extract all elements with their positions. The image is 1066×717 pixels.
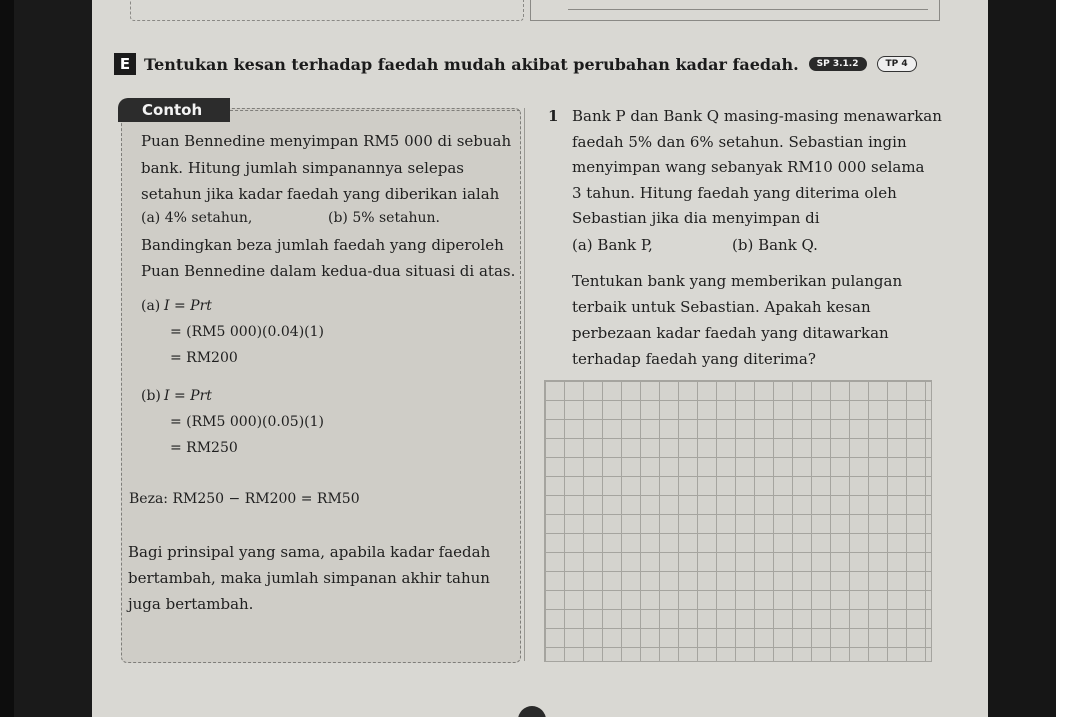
tp-tag: TP 4 <box>877 56 917 72</box>
part-a-step2: = RM200 <box>170 350 238 366</box>
question-followup-line: terbaik untuk Sebastian. Apakah kesan <box>572 298 871 316</box>
part-b-formula: I = Prt <box>164 388 212 404</box>
example-problem-line: setahun jika kadar faedah yang diberikan ialah <box>141 185 500 203</box>
question-line: Bank P dan Bank Q masing-masing menawarkan <box>572 107 942 125</box>
part-b-step1: = (RM5 000)(0.05)(1) <box>170 414 324 430</box>
conclusion-line: juga bertambah. <box>128 595 254 613</box>
question-line: 3 tahun. Hitung faedah yang diterima oleh <box>572 184 897 202</box>
example-top-border <box>230 110 520 111</box>
part-a-formula: I = Prt <box>164 298 212 314</box>
section-badge: E <box>114 53 136 75</box>
question-line: faedah 5% dan 6% setahun. Sebastian ingin <box>572 133 907 151</box>
example-option-b: (b) 5% setahun. <box>328 210 440 226</box>
answer-line <box>568 9 928 10</box>
question-option-a: (a) Bank P, <box>572 236 653 254</box>
sp-tag: SP 3.1.2 <box>809 57 867 71</box>
photo-background-left <box>14 0 92 717</box>
question-followup-line: Tentukan bank yang memberikan pulangan <box>572 272 903 290</box>
previous-box-bottom-left <box>130 0 524 21</box>
part-a-step1: = (RM5 000)(0.04)(1) <box>170 324 324 340</box>
part-b-label: (b) <box>141 388 161 404</box>
column-divider <box>524 108 525 661</box>
question-line: menyimpan wang sebanyak RM10 000 selama <box>572 158 925 176</box>
difference-line: Beza: RM250 − RM200 = RM50 <box>129 491 360 507</box>
left-margin <box>0 0 14 717</box>
part-b-step2: = RM250 <box>170 440 238 456</box>
textbook-page <box>92 0 988 717</box>
question-followup-line: perbezaan kadar faedah yang ditawarkan <box>572 324 889 342</box>
right-margin <box>1056 0 1066 717</box>
question-line: Sebastian jika dia menyimpan di <box>572 209 820 227</box>
conclusion-line: bertambah, maka jumlah simpanan akhir tahun <box>128 569 490 587</box>
example-option-a: (a) 4% setahun, <box>141 210 253 226</box>
previous-box-bottom-right <box>530 0 940 21</box>
section-title: Tentukan kesan terhadap faedah mudah akibat perubahan kadar faedah. <box>144 54 799 74</box>
question-number: 1 <box>548 107 559 125</box>
section-heading <box>114 52 917 76</box>
part-a-label: (a) <box>141 298 161 314</box>
question-option-b: (b) Bank Q. <box>732 236 818 254</box>
example-compare-line: Puan Bennedine dalam kedua-dua situasi di atas. <box>141 262 516 280</box>
page-corner-mark <box>518 706 546 717</box>
question-followup-line: terhadap faedah yang diterima? <box>572 350 816 368</box>
example-problem-line: bank. Hitung jumlah simpanannya selepas <box>141 159 464 177</box>
example-problem-line: Puan Bennedine menyimpan RM5 000 di sebuah <box>141 132 512 150</box>
conclusion-line: Bagi prinsipal yang sama, apabila kadar faedah <box>128 543 491 561</box>
example-label: Contoh <box>118 98 230 122</box>
example-compare-line: Bandingkan beza jumlah faedah yang diperoleh <box>141 236 504 254</box>
photo-background-right <box>988 0 1056 717</box>
answer-grid <box>544 380 932 662</box>
